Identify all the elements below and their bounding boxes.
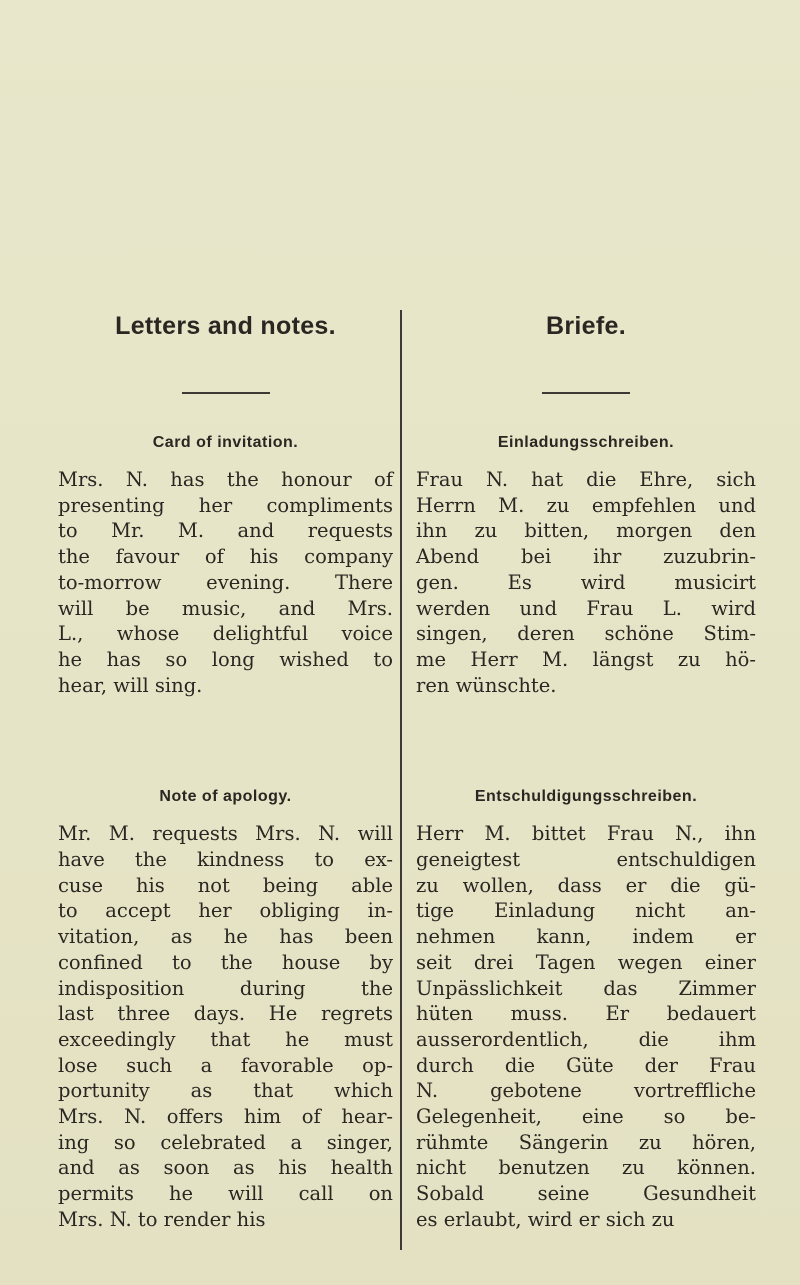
invitation-text-english: [58, 467, 393, 698]
text-line: exceedingly that he must: [58, 1027, 393, 1051]
column-divider: [400, 310, 402, 1250]
text-line: ihn zu bitten, morgen den: [416, 519, 756, 543]
text-line: Abend bei ihr zuzubrin-: [416, 545, 756, 569]
text-line: last three days. He regrets: [58, 1002, 393, 1026]
text-line: seit drei Tagen wegen einer: [416, 950, 756, 974]
text-line: lose such a favorable op-: [58, 1053, 393, 1077]
text-line: N. gebotene vortreffliche: [416, 1079, 756, 1103]
text-line: to accept her obliging in-: [58, 899, 393, 923]
text-line: tige Einladung nicht an-: [416, 899, 756, 923]
text-line: hüten muss. Er bedauert: [416, 1002, 756, 1026]
text-line: durch die Güte der Frau: [416, 1053, 756, 1077]
text-line: vitation, as he has been: [58, 925, 393, 949]
text-line: to-morrow evening. There: [58, 570, 393, 594]
text-line: Sobald seine Gesundheit: [416, 1182, 756, 1206]
english-heading: Letters and notes.: [115, 312, 336, 340]
text-line: me Herr M. längst zu hö-: [416, 647, 756, 671]
text-line: confined to the house by: [58, 950, 393, 974]
text-line: gen. Es wird musicirt: [416, 570, 756, 594]
entschuldigungsschreiben-title: Entschuldigungsschreiben.: [474, 788, 698, 806]
text-line: Mrs. N. offers him of hear-: [58, 1105, 393, 1129]
text-line: and as soon as his health: [58, 1156, 393, 1180]
german-column: [416, 312, 756, 1233]
text-line: the favour of his company: [58, 545, 393, 569]
text-line: ausserordentlich, die ihm: [416, 1027, 756, 1051]
text-line: Mrs. N. to render his: [58, 1207, 266, 1231]
text-line: Mrs. N. has the honour of: [58, 468, 393, 491]
text-line: Gelegenheit, eine so be-: [416, 1105, 756, 1129]
apology-text-english: [58, 821, 393, 1232]
text-line: to Mr. M. and requests: [58, 519, 393, 543]
apology-text-german: [416, 821, 756, 1232]
text-line: portunity as that which: [58, 1079, 393, 1103]
heading-rule: [542, 392, 630, 394]
text-line: rühmte Sängerin zu hören,: [416, 1130, 756, 1154]
text-line: will be music, and Mrs.: [58, 596, 393, 620]
text-line: nicht benutzen zu können.: [416, 1156, 756, 1180]
note-of-apology-title: Note of apology.: [159, 788, 292, 806]
text-line: ing so celebrated a singer,: [58, 1130, 393, 1154]
text-line: Herr M. bittet Frau N., ihn: [416, 822, 756, 846]
text-line: nehmen kann, indem er: [416, 925, 756, 949]
einladungsschreiben-title: Einladungsschreiben.: [497, 434, 675, 451]
text-line: cuse his not being able: [58, 873, 393, 897]
text-line: indisposition during the: [58, 976, 393, 1000]
text-line: Herrn M. zu empfehlen und: [416, 493, 756, 517]
text-line: Unpässlichkeit das Zimmer: [416, 976, 756, 1000]
english-column: [58, 312, 393, 1233]
text-line: presenting her compliments: [58, 493, 393, 517]
text-line: permits he will call on: [58, 1182, 393, 1206]
text-line: L., whose delightful voice: [58, 622, 393, 646]
text-line: zu wollen, dass er die gü-: [416, 873, 756, 897]
text-line: have the kindness to ex-: [58, 848, 393, 872]
text-line: singen, deren schöne Stim-: [416, 622, 756, 646]
text-line: werden und Frau L. wird: [416, 596, 756, 620]
text-line: he has so long wished to: [58, 647, 393, 671]
invitation-text-german: [416, 467, 756, 698]
heading-rule: [182, 392, 270, 394]
text-line: ren wünschte.: [416, 673, 557, 697]
german-heading: Briefe.: [546, 312, 626, 340]
text-line: Frau N. hat die Ehre, sich: [416, 468, 756, 491]
text-line: Mr. M. requests Mrs. N. will: [58, 822, 393, 846]
text-line: geneigtest entschuldigen: [416, 848, 756, 872]
text-line: es erlaubt, wird er sich zu: [416, 1207, 675, 1231]
card-of-invitation-title: Card of invitation.: [152, 434, 299, 451]
text-line: hear, will sing.: [58, 673, 203, 697]
